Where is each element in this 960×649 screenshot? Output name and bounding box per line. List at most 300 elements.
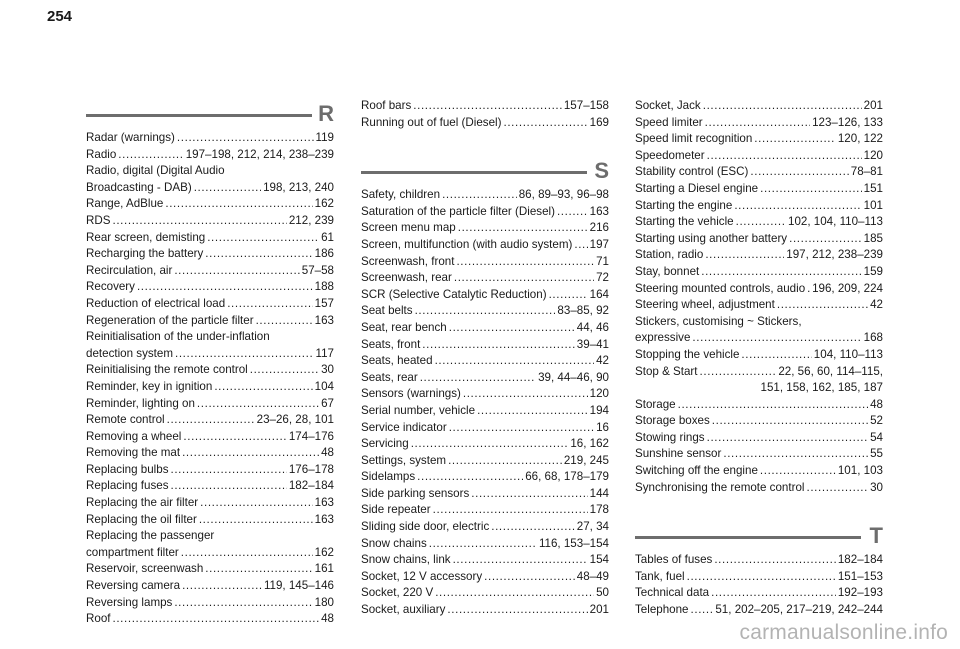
page-refs: 30 bbox=[870, 480, 883, 494]
dot-leader bbox=[433, 502, 588, 519]
entry-term: detection system bbox=[86, 346, 173, 360]
dot-leader bbox=[435, 353, 595, 370]
page-refs: 52 bbox=[870, 414, 883, 428]
entry-term: Stowing rings bbox=[635, 430, 705, 444]
entry-line bbox=[86, 130, 334, 147]
page-refs: 83–85, 92 bbox=[557, 304, 609, 318]
dot-leader bbox=[750, 164, 848, 181]
section-letter: T bbox=[869, 523, 883, 549]
page-refs: 120 bbox=[589, 387, 609, 401]
page-refs: 48 bbox=[870, 397, 883, 411]
index-entry bbox=[86, 313, 334, 330]
index-entry bbox=[635, 602, 883, 619]
page-refs: 27, 34 bbox=[576, 520, 609, 534]
entry-line bbox=[635, 347, 883, 364]
entry-line bbox=[86, 313, 334, 330]
page-refs: 186 bbox=[314, 247, 334, 261]
entry-line bbox=[86, 263, 334, 280]
entry-line bbox=[635, 480, 883, 497]
dot-leader bbox=[200, 495, 313, 512]
page-refs: 55 bbox=[870, 447, 883, 461]
entry-term: Running out of fuel (Diesel) bbox=[361, 115, 502, 129]
index-entry bbox=[361, 270, 609, 287]
dot-leader bbox=[199, 512, 313, 529]
index-entry bbox=[635, 281, 883, 298]
index-entry bbox=[635, 297, 883, 314]
entry-line bbox=[635, 397, 883, 414]
entry-term: Reversing lamps bbox=[86, 595, 173, 609]
section-rule bbox=[361, 171, 587, 174]
entry-term: RDS bbox=[86, 213, 111, 227]
dot-leader bbox=[415, 303, 556, 320]
entry-term: Sliding side door, electric bbox=[361, 520, 490, 534]
page-refs: 169 bbox=[589, 115, 609, 129]
entry-term: Starting using another battery bbox=[635, 231, 788, 245]
entry-term: Side repeater bbox=[361, 503, 431, 517]
page-refs: 178 bbox=[589, 503, 609, 517]
index-entry bbox=[361, 187, 609, 204]
index-entry bbox=[86, 478, 334, 495]
entry-line bbox=[361, 320, 609, 337]
index-entry bbox=[361, 569, 609, 586]
index-entry bbox=[361, 370, 609, 387]
index-entry bbox=[86, 279, 334, 296]
dot-leader bbox=[714, 552, 836, 569]
dot-leader bbox=[736, 214, 786, 231]
entry-line bbox=[361, 386, 609, 403]
index-entry bbox=[635, 397, 883, 414]
index-entry bbox=[361, 552, 609, 569]
index-entry bbox=[361, 602, 609, 619]
entry-line bbox=[86, 578, 334, 595]
dot-leader bbox=[448, 453, 562, 470]
index-entry bbox=[635, 463, 883, 480]
entry-line bbox=[361, 370, 609, 387]
entry-line bbox=[86, 362, 334, 379]
page-refs: 197–198, 212, 214, 238–239 bbox=[185, 147, 334, 161]
entry-term: Replacing bulbs bbox=[86, 462, 169, 476]
dot-leader bbox=[463, 386, 588, 403]
entry-term: Removing the mat bbox=[86, 446, 181, 460]
entry-term-line: Replacing the passenger bbox=[86, 529, 215, 543]
entry-term: Socket, 220 V bbox=[361, 586, 434, 600]
page-refs-continued: 151, 158, 162, 185, 187 bbox=[760, 381, 883, 395]
dot-leader bbox=[692, 330, 861, 347]
entry-line bbox=[361, 420, 609, 437]
page-refs: 61 bbox=[321, 230, 334, 244]
page-refs: 162 bbox=[314, 545, 334, 559]
entry-term: Radar (warnings) bbox=[86, 131, 175, 144]
dot-leader bbox=[194, 180, 261, 197]
dot-leader bbox=[707, 148, 862, 165]
index-entry bbox=[86, 213, 334, 230]
entry-line bbox=[86, 561, 334, 578]
entry-line bbox=[635, 446, 883, 463]
dot-leader bbox=[574, 237, 587, 254]
index-entry bbox=[361, 337, 609, 354]
dot-leader bbox=[447, 602, 587, 619]
dot-leader bbox=[705, 115, 810, 132]
page-refs: 71 bbox=[596, 254, 609, 268]
page-refs: 144 bbox=[589, 486, 609, 500]
entry-term: Reinitialising the remote control bbox=[86, 363, 248, 377]
page-refs: 86, 89–93, 96–98 bbox=[518, 188, 609, 202]
index-entry bbox=[361, 303, 609, 320]
section-rule bbox=[86, 114, 312, 117]
dot-leader bbox=[678, 397, 868, 414]
entry-term: Reversing camera bbox=[86, 579, 181, 593]
index-entry bbox=[361, 204, 609, 221]
index-entry bbox=[361, 436, 609, 453]
page-refs: 174–176 bbox=[288, 429, 334, 443]
index-entry bbox=[635, 198, 883, 215]
entry-line bbox=[361, 98, 609, 115]
page-refs: 201 bbox=[589, 603, 609, 617]
dot-leader bbox=[205, 561, 312, 578]
dot-leader bbox=[449, 420, 594, 437]
dot-leader bbox=[711, 585, 836, 602]
dot-leader bbox=[183, 429, 286, 446]
entry-line bbox=[361, 287, 609, 304]
entry-line bbox=[361, 502, 609, 519]
entry-term: Speedometer bbox=[635, 148, 705, 162]
entry-line bbox=[635, 463, 883, 480]
index-entry bbox=[86, 230, 334, 247]
entry-term: Tank, fuel bbox=[635, 569, 685, 583]
page-refs: 48–49 bbox=[576, 569, 609, 583]
dot-leader bbox=[707, 430, 868, 447]
dot-leader bbox=[754, 131, 836, 148]
page-refs: 116, 153–154 bbox=[538, 536, 609, 550]
entry-line bbox=[86, 545, 334, 562]
dot-leader bbox=[760, 463, 836, 480]
entry-term: SCR (Selective Catalytic Reduction) bbox=[361, 287, 547, 301]
entry-term: Stop & Start bbox=[635, 364, 698, 378]
entry-term-line: Radio, digital (Digital Audio bbox=[86, 164, 225, 178]
entry-term: Sunshine sensor bbox=[635, 447, 722, 461]
entry-line bbox=[361, 519, 609, 536]
page-refs: 212, 239 bbox=[288, 213, 334, 227]
index-entry bbox=[361, 98, 609, 115]
index-entry bbox=[86, 196, 334, 213]
watermark: carmanualsonline.info bbox=[739, 621, 948, 644]
page-refs: 123–126, 133 bbox=[812, 115, 883, 129]
entry-term: Saturation of the particle filter (Diesel) bbox=[361, 204, 555, 218]
entry-term: Serial number, vehicle bbox=[361, 403, 476, 417]
entry-line bbox=[635, 264, 883, 281]
dot-leader bbox=[705, 247, 784, 264]
dot-leader bbox=[477, 403, 588, 420]
page-refs: 196, 209, 224 bbox=[812, 281, 883, 295]
page-refs: 16 bbox=[596, 420, 609, 434]
dot-leader bbox=[174, 263, 299, 280]
page-refs: 16, 162 bbox=[570, 437, 609, 451]
page-refs: 163 bbox=[314, 512, 334, 526]
page-refs: 163 bbox=[314, 313, 334, 327]
index-entry bbox=[361, 519, 609, 536]
index-entry bbox=[86, 396, 334, 413]
index-column-3 bbox=[635, 98, 883, 619]
entry-line bbox=[635, 164, 883, 181]
entry-term: Seat belts bbox=[361, 304, 413, 318]
page-refs: 197, 212, 238–239 bbox=[786, 248, 883, 262]
page-refs: 188 bbox=[314, 280, 334, 294]
section-letter: R bbox=[318, 101, 334, 126]
dot-leader bbox=[734, 198, 861, 215]
index-column-1 bbox=[86, 100, 334, 628]
dot-leader bbox=[174, 595, 312, 612]
dot-leader bbox=[214, 379, 312, 396]
index-entry bbox=[635, 569, 883, 586]
entry-line bbox=[361, 204, 609, 221]
index-entry bbox=[635, 480, 883, 497]
index-entry bbox=[86, 329, 334, 362]
index-entry bbox=[361, 403, 609, 420]
entry-term: Socket, auxiliary bbox=[361, 603, 446, 617]
page-refs: 67 bbox=[321, 396, 334, 410]
index-entry bbox=[361, 353, 609, 370]
entry-term: compartment filter bbox=[86, 545, 179, 559]
entry-term: Reduction of electrical load bbox=[86, 296, 226, 310]
entry-term: Replacing fuses bbox=[86, 479, 169, 493]
entry-line bbox=[86, 478, 334, 495]
dot-leader bbox=[557, 204, 588, 221]
dot-leader bbox=[113, 611, 320, 628]
entry-term: Screenwash, front bbox=[361, 254, 455, 268]
entry-line bbox=[361, 353, 609, 370]
index-entry bbox=[361, 287, 609, 304]
page-refs: 157–158 bbox=[563, 99, 609, 112]
index-entry bbox=[635, 413, 883, 430]
section-heading-r bbox=[86, 100, 334, 128]
index-entry bbox=[635, 430, 883, 447]
index-entry bbox=[361, 237, 609, 254]
entry-term: Reservoir, screenwash bbox=[86, 562, 204, 576]
entry-term: expressive bbox=[635, 331, 691, 345]
index-entry bbox=[361, 469, 609, 486]
index-entry bbox=[361, 502, 609, 519]
dot-leader bbox=[687, 569, 836, 586]
entry-line bbox=[86, 512, 334, 529]
page-refs: 176–178 bbox=[288, 462, 334, 476]
section-gap bbox=[361, 131, 609, 157]
index-entry bbox=[361, 220, 609, 237]
dot-leader bbox=[429, 536, 537, 553]
entry-line bbox=[635, 585, 883, 602]
dot-leader bbox=[458, 220, 588, 237]
entry-term: Broadcasting - DAB) bbox=[86, 180, 192, 194]
entry-term: Snow chains bbox=[361, 536, 427, 550]
dot-leader bbox=[207, 230, 319, 247]
page-refs: 159 bbox=[863, 264, 883, 278]
entry-line bbox=[361, 602, 609, 619]
entry-line bbox=[86, 213, 334, 230]
dot-leader bbox=[181, 545, 313, 562]
page-refs: 66, 68, 178–179 bbox=[525, 470, 609, 484]
entry-line bbox=[635, 297, 883, 314]
dot-leader bbox=[491, 519, 575, 536]
page-refs: 72 bbox=[596, 271, 609, 285]
entry-line bbox=[361, 585, 609, 602]
entry-term: Seat, rear bench bbox=[361, 320, 447, 334]
dot-leader bbox=[411, 436, 569, 453]
entry-line bbox=[635, 115, 883, 132]
dot-leader bbox=[413, 98, 562, 115]
page-refs: 117 bbox=[315, 346, 334, 360]
index-entry bbox=[86, 611, 334, 628]
page-refs: 104 bbox=[314, 379, 334, 393]
dot-leader bbox=[789, 231, 862, 248]
entry-term: Starting the vehicle bbox=[635, 215, 734, 229]
entry-line bbox=[86, 246, 334, 263]
entry-line bbox=[361, 187, 609, 204]
entry-line bbox=[361, 453, 609, 470]
dot-leader bbox=[165, 196, 312, 213]
index-entry bbox=[635, 98, 883, 115]
page-refs: 216 bbox=[589, 221, 609, 235]
entry-term: Service indicator bbox=[361, 420, 447, 434]
index-entry bbox=[86, 495, 334, 512]
page-refs: 119, 145–146 bbox=[263, 579, 334, 593]
page-refs: 161 bbox=[314, 562, 334, 576]
entry-term: Replacing the air filter bbox=[86, 496, 199, 510]
dot-leader bbox=[449, 320, 575, 337]
dot-leader bbox=[420, 370, 536, 387]
dot-leader bbox=[197, 396, 319, 413]
entry-term: Starting the engine bbox=[635, 198, 733, 212]
dot-leader bbox=[504, 115, 588, 132]
entry-term: Remote control bbox=[86, 413, 165, 427]
page-refs: 42 bbox=[596, 354, 609, 368]
entry-line bbox=[635, 569, 883, 586]
entry-line bbox=[86, 495, 334, 512]
entry-term: Snow chains, link bbox=[361, 553, 451, 567]
dot-leader bbox=[182, 445, 319, 462]
index-entry bbox=[361, 386, 609, 403]
entry-term: Servicing bbox=[361, 437, 409, 451]
dot-leader bbox=[205, 246, 312, 263]
index-entry bbox=[86, 595, 334, 612]
entry-line bbox=[361, 486, 609, 503]
entry-line bbox=[635, 430, 883, 447]
page-refs: 219, 245 bbox=[563, 453, 609, 467]
dot-leader bbox=[549, 287, 588, 304]
index-entry bbox=[361, 254, 609, 271]
entry-line bbox=[635, 214, 883, 231]
dot-leader bbox=[700, 364, 777, 381]
entry-line bbox=[86, 346, 334, 363]
page-refs: 198, 213, 240 bbox=[263, 180, 334, 194]
index-entry bbox=[635, 115, 883, 132]
dot-leader bbox=[227, 296, 312, 313]
index-entry bbox=[86, 561, 334, 578]
dot-leader bbox=[250, 362, 319, 379]
entry-line bbox=[635, 231, 883, 248]
entry-line bbox=[86, 462, 334, 479]
entry-line bbox=[86, 147, 334, 164]
index-entry bbox=[635, 264, 883, 281]
entry-term: Technical data bbox=[635, 586, 710, 600]
section-gap bbox=[635, 496, 883, 522]
entry-term: Telephone bbox=[635, 603, 689, 617]
entry-line bbox=[635, 148, 883, 165]
entry-line bbox=[361, 115, 609, 132]
page-refs: 164 bbox=[589, 287, 609, 301]
entry-line bbox=[635, 413, 883, 430]
entry-term: Speed limit recognition bbox=[635, 132, 753, 146]
dot-leader bbox=[471, 486, 587, 503]
entry-term: Sidelamps bbox=[361, 470, 416, 484]
page-refs: 201 bbox=[863, 99, 883, 112]
entry-term: Reminder, key in ignition bbox=[86, 379, 213, 393]
index-entry bbox=[635, 231, 883, 248]
entry-term: Storage bbox=[635, 397, 676, 411]
dot-leader bbox=[454, 270, 594, 287]
entry-line bbox=[635, 602, 883, 619]
entry-term: Starting a Diesel engine bbox=[635, 181, 759, 195]
section-letter: S bbox=[594, 158, 609, 184]
page-refs: 120 bbox=[863, 148, 883, 162]
entry-term: Steering wheel, adjustment bbox=[635, 298, 775, 312]
dot-leader bbox=[422, 337, 574, 354]
entry-line bbox=[361, 536, 609, 553]
dot-leader bbox=[712, 413, 868, 430]
index-entry bbox=[86, 130, 334, 147]
entry-line bbox=[86, 445, 334, 462]
index-entry bbox=[86, 246, 334, 263]
entry-term: Sensors (warnings) bbox=[361, 387, 461, 401]
entry-line bbox=[86, 279, 334, 296]
entry-line bbox=[86, 396, 334, 413]
page-refs: 104, 110–113 bbox=[813, 347, 883, 361]
index-entry bbox=[361, 320, 609, 337]
index-entry bbox=[635, 585, 883, 602]
entry-line bbox=[361, 254, 609, 271]
index-entry bbox=[361, 536, 609, 553]
entry-term: Rear screen, demisting bbox=[86, 230, 206, 244]
entry-line bbox=[361, 303, 609, 320]
index-entry bbox=[86, 296, 334, 313]
page-refs: 157 bbox=[314, 296, 334, 310]
index-entry bbox=[635, 247, 883, 264]
entry-term: Stopping the vehicle bbox=[635, 347, 740, 361]
dot-leader bbox=[171, 462, 287, 479]
entry-term: Seats, heated bbox=[361, 354, 433, 368]
entry-term: Socket, 12 V accessory bbox=[361, 569, 483, 583]
index-entry bbox=[361, 453, 609, 470]
entry-line bbox=[86, 230, 334, 247]
index-entry bbox=[86, 429, 334, 446]
page-refs: 102, 104, 110–113 bbox=[788, 215, 883, 229]
page-refs: 168 bbox=[863, 331, 883, 345]
entry-term: Synchronising the remote control bbox=[635, 480, 805, 494]
entry-line bbox=[635, 281, 883, 298]
dot-leader bbox=[456, 254, 594, 271]
entry-line bbox=[635, 181, 883, 198]
index-entry bbox=[86, 412, 334, 429]
index-entry bbox=[86, 462, 334, 479]
entry-term: Switching off the engine bbox=[635, 464, 758, 478]
entry-term: Roof bars bbox=[361, 99, 412, 112]
index-entry bbox=[361, 585, 609, 602]
entry-term: Screen menu map bbox=[361, 221, 456, 235]
page-refs: 48 bbox=[321, 446, 334, 460]
dot-leader bbox=[417, 469, 523, 486]
page-refs: 39, 44–46, 90 bbox=[538, 370, 609, 384]
index-entry bbox=[86, 445, 334, 462]
entry-line bbox=[86, 595, 334, 612]
page-refs: 78–81 bbox=[850, 165, 883, 179]
